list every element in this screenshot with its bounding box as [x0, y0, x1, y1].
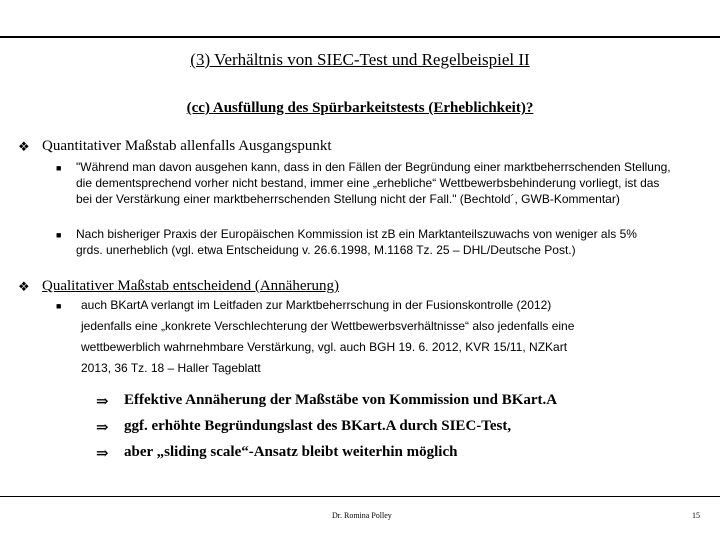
- text-line: jedenfalls eine „konkrete Verschlechterung der Wettbewerbsverhältnisse“ also jedenfalls eine: [81, 319, 575, 333]
- double-arrow-icon: ⇒: [96, 394, 109, 410]
- slide-title: (3) Verhältnis von SIEC-Test und Regelbeispiel II: [190, 50, 530, 69]
- double-arrow-icon: ⇒: [96, 446, 109, 462]
- diamond-bullet-icon: ❖: [18, 279, 30, 294]
- text-line: die dementsprechend vorher nicht bestand, immer eine „erhebliche“ Wettbewerbsbehinderung vorliegt, ist das: [76, 176, 660, 190]
- slide-subtitle: (cc) Ausfüllung des Spürbarkeitstests (Erheblichkeit)?: [186, 100, 534, 116]
- footer-author: Dr. Romina Polley: [332, 511, 392, 520]
- quote-bechtold: [76, 159, 671, 207]
- square-bullet-icon: ■: [56, 230, 62, 240]
- square-bullet-icon: ■: [56, 301, 62, 311]
- conclusion-item: [96, 444, 457, 463]
- footer-page-number: 15: [692, 511, 700, 520]
- conclusion-label: aber „sliding scale“-Ansatz bleibt weiterhin möglich: [124, 444, 458, 460]
- text-line: bei der Verstärkung einer marktbeherrschenden Stellung nicht der Fall." (Bechtold´, GWB-Kommentar): [76, 192, 620, 206]
- square-bullet-icon: ■: [56, 163, 62, 173]
- top-rule: [0, 36, 720, 38]
- text-line: grds. unerheblich (vgl. etwa Entscheidung v. 26.6.1998, M.1168 Tz. 25 – DHL/Deutsche Post.): [76, 243, 576, 257]
- section-heading-quantitative: [18, 138, 332, 156]
- section-heading-qualitative: [18, 278, 339, 296]
- double-arrow-icon: ⇒: [96, 420, 109, 436]
- conclusion-label: Effektive Annäherung der Maßstäbe von Kommission und BKart.A: [124, 392, 558, 408]
- section-heading-label: Qualitativer Maßstab entscheidend (Annäherung): [42, 278, 339, 294]
- text-line: 2013, 36 Tz. 18 – Haller Tageblatt: [81, 361, 261, 375]
- diamond-bullet-icon: ❖: [18, 139, 30, 154]
- bottom-rule: [0, 496, 720, 497]
- text-line: "Während man davon ausgehen kann, dass in den Fällen der Begründung einer marktbeherrschenden Stellung,: [76, 160, 671, 174]
- text-line: Nach bisheriger Praxis der Europäischen Kommission ist zB ein Marktanteilszuwachs von weniger als 5%: [76, 227, 637, 241]
- bkarta-guideline: [81, 295, 574, 379]
- commission-practice: [76, 226, 637, 258]
- section-heading-label: Quantitativer Maßstab allenfalls Ausgangspunkt: [42, 138, 332, 154]
- text-line: auch BKartA verlangt im Leitfaden zur Marktbeherrschung in der Fusionskontrolle (2012): [81, 298, 552, 312]
- conclusion-label: ggf. erhöhte Begründungslast des BKart.A durch SIEC-Test,: [124, 418, 512, 434]
- conclusion-item: [96, 392, 557, 411]
- text-line: wettbewerblich wahrnehmbare Verstärkung, vgl. auch BGH 19. 6. 2012, KVR 15/11, NZKart: [81, 340, 568, 354]
- conclusion-item: [96, 418, 511, 437]
